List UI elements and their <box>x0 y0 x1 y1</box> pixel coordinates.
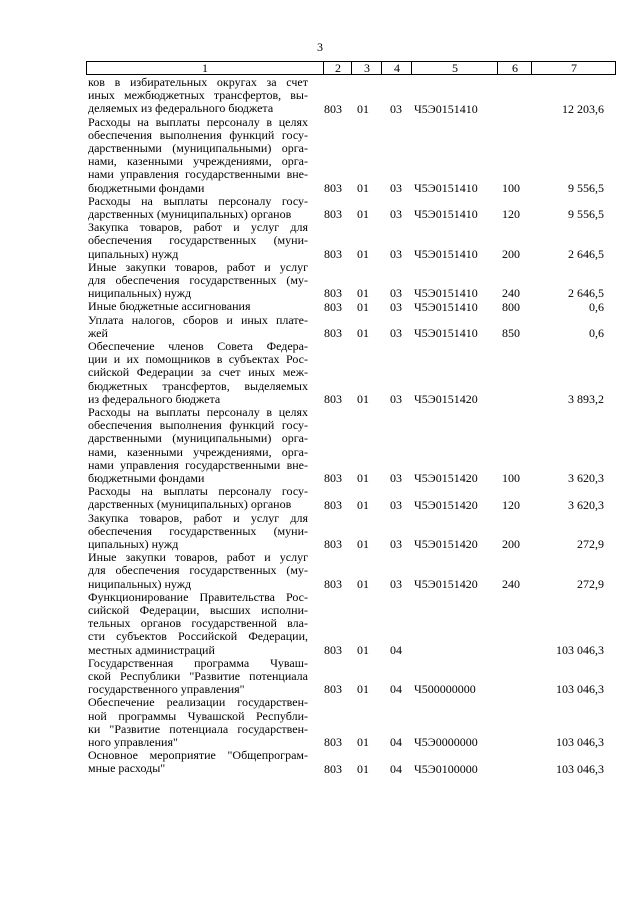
description-line: ниципальных) нужд <box>88 287 192 301</box>
table-row <box>0 406 640 485</box>
description-line: иных межбюджетных трансфертов, вы- <box>88 89 308 103</box>
description-line: из федерального бюджета <box>88 392 221 406</box>
cell-c2: 803 <box>324 392 342 406</box>
cell-c5: Ч5Э0000000 <box>414 735 478 750</box>
cell-c2: 803 <box>324 286 342 301</box>
table-header <box>86 61 616 75</box>
description-line: Расходы на выплаты персоналу госу- <box>88 485 308 499</box>
cell-c4: 03 <box>390 576 402 591</box>
cell-c7: 0,6 <box>589 325 604 340</box>
cell-c3: 01 <box>357 576 369 591</box>
description-line: Иные бюджетные ассигнования <box>88 300 251 314</box>
cell-c2: 803 <box>324 207 342 222</box>
cell-c7: 3 620,3 <box>568 497 604 512</box>
description-line: Закупка товаров, работ и услуг для <box>88 511 308 525</box>
description-line: Иные закупки товаров, работ и услуг <box>88 551 308 565</box>
row-description <box>88 512 308 552</box>
table-row <box>0 314 640 340</box>
header-col-2: 2 <box>323 62 352 74</box>
header-col-1: 1 <box>202 61 208 75</box>
description-line: сийской Федерации за счет иных меж- <box>88 366 308 380</box>
cell-c5: Ч5Э0151420 <box>414 497 478 512</box>
cell-c5: Ч5Э0151410 <box>414 207 478 222</box>
description-line: мные расходы" <box>88 762 166 776</box>
cell-c6: 800 <box>502 299 520 314</box>
cell-c4: 03 <box>390 471 402 486</box>
cell-c4: 03 <box>390 299 402 314</box>
row-description <box>88 261 308 301</box>
description-line: ного управления" <box>88 735 178 749</box>
header-col-6: 6 <box>497 62 532 74</box>
description-line: ков в избирательных округах за счет <box>88 76 308 89</box>
description-line: нами, казенными учреждениями, орга- <box>88 445 308 459</box>
description-line: Иные закупки товаров, работ и услуг <box>88 260 308 274</box>
description-line: Уплата налогов, сборов и иных плате- <box>88 313 308 327</box>
cell-c5: Ч5Э0151410 <box>414 101 478 116</box>
cell-c7: 12 203,6 <box>562 101 604 116</box>
header-col-4: 4 <box>381 62 412 74</box>
description-line: сийской Федерации, высших исполни- <box>88 603 308 617</box>
description-line: нами управления государственными вне- <box>88 168 308 182</box>
cell-c4: 03 <box>390 101 402 116</box>
table-row <box>0 300 640 313</box>
cell-c3: 01 <box>357 537 369 552</box>
cell-c2: 803 <box>324 576 342 591</box>
cell-c3: 01 <box>357 180 369 195</box>
cell-c7: 103 046,3 <box>556 761 604 776</box>
cell-c4: 03 <box>390 207 402 222</box>
cell-c2: 803 <box>324 537 342 552</box>
cell-c5: Ч5Э0151420 <box>414 471 478 486</box>
table-row <box>0 551 640 591</box>
header-col-7: 7 <box>531 62 616 74</box>
description-line: обеспечения выполнения функций госу- <box>88 128 308 142</box>
description-line: Государственная программа Чуваш- <box>88 656 308 670</box>
description-line: Обеспечение реализации государствен- <box>88 696 308 710</box>
cell-c6: 100 <box>502 471 520 486</box>
row-description <box>88 195 308 221</box>
cell-c4: 04 <box>390 735 402 750</box>
description-line: Функционирование Правительства Рос- <box>88 590 308 604</box>
cell-c2: 803 <box>324 761 342 776</box>
cell-c7: 272,9 <box>577 576 604 591</box>
row-description <box>88 551 308 591</box>
row-description <box>88 485 308 511</box>
cell-c7: 3 893,2 <box>568 392 604 406</box>
description-line: нами, казенными учреждениями, орга- <box>88 155 308 169</box>
cell-c5: Ч5Э0151420 <box>414 392 478 406</box>
cell-c5: Ч500000000 <box>414 682 476 697</box>
cell-c5: Ч5Э0151420 <box>414 537 478 552</box>
cell-c3: 01 <box>357 392 369 406</box>
description-line: для обеспечения государственных (му- <box>88 273 308 287</box>
description-line: тельных органов государственной вла- <box>88 617 308 631</box>
cell-c3: 01 <box>357 642 369 657</box>
row-description <box>88 340 308 406</box>
cell-c5: Ч5Э0151410 <box>414 299 478 314</box>
cell-c2: 803 <box>324 735 342 750</box>
description-line: Расходы на выплаты персоналу в целях <box>88 406 308 419</box>
cell-c3: 01 <box>357 207 369 222</box>
row-description <box>88 696 308 749</box>
description-line: сти субъектов Российской Федерации, <box>88 630 308 644</box>
description-line: для обеспечения государственных (му- <box>88 564 308 578</box>
cell-c4: 03 <box>390 392 402 406</box>
description-line: ниципальных) нужд <box>88 577 192 591</box>
cell-c3: 01 <box>357 471 369 486</box>
cell-c6: 850 <box>502 325 520 340</box>
cell-c7: 0,6 <box>589 299 604 314</box>
description-line: местных администраций <box>88 643 215 657</box>
cell-c7: 272,9 <box>577 537 604 552</box>
cell-c4: 03 <box>390 286 402 301</box>
cell-c5: Ч5Э0151410 <box>414 180 478 195</box>
cell-c4: 03 <box>390 537 402 552</box>
description-line: Расходы на выплаты персоналу в целях <box>88 115 308 129</box>
cell-c6: 100 <box>502 180 520 195</box>
cell-c3: 01 <box>357 497 369 512</box>
row-description <box>88 749 308 775</box>
table-row <box>0 195 640 221</box>
cell-c4: 03 <box>390 325 402 340</box>
cell-c6: 240 <box>502 576 520 591</box>
cell-c5: Ч5Э0151410 <box>414 325 478 340</box>
description-line: обеспечения государственных (муни- <box>88 524 308 538</box>
row-description <box>88 657 308 697</box>
description-line: ципальных) нужд <box>88 247 179 261</box>
cell-c7: 2 646,5 <box>568 286 604 301</box>
cell-c6: 240 <box>502 286 520 301</box>
description-line: бюджетных трансфертов, выделяемых <box>88 379 308 393</box>
cell-c3: 01 <box>357 325 369 340</box>
row-description <box>88 300 308 313</box>
cell-c5: Ч5Э0100000 <box>414 761 478 776</box>
cell-c5: Ч5Э0151410 <box>414 246 478 261</box>
description-line: ки "Развитие потенциала государствен- <box>88 722 308 736</box>
cell-c6: 120 <box>502 207 520 222</box>
description-line: ской Республики "Развитие потенциала <box>88 669 308 683</box>
cell-c5: Ч5Э0151420 <box>414 576 478 591</box>
header-col-3: 3 <box>351 62 382 74</box>
cell-c7: 103 046,3 <box>556 642 604 657</box>
cell-c4: 04 <box>390 642 402 657</box>
table-row <box>0 485 640 511</box>
table-row <box>0 116 640 195</box>
description-line: Обеспечение членов Совета Федера- <box>88 340 308 353</box>
description-line: дарственными (муниципальными) орга- <box>88 141 308 155</box>
description-line: нами управления государственными вне- <box>88 458 308 472</box>
table-row <box>0 657 640 697</box>
description-line: обеспечения выполнения функций госу- <box>88 419 308 433</box>
cell-c4: 03 <box>390 180 402 195</box>
description-line: ции и их помощников в субъектах Рос- <box>88 353 308 367</box>
description-line: бюджетными фондами <box>88 471 205 485</box>
description-line: дарственными (муниципальными) орга- <box>88 432 308 446</box>
cell-c3: 01 <box>357 101 369 116</box>
cell-c4: 03 <box>390 497 402 512</box>
cell-c2: 803 <box>324 497 342 512</box>
description-line: государственного управления" <box>88 683 245 697</box>
cell-c2: 803 <box>324 246 342 261</box>
cell-c6: 200 <box>502 246 520 261</box>
cell-c4: 04 <box>390 682 402 697</box>
table-row <box>0 340 640 406</box>
cell-c3: 01 <box>357 682 369 697</box>
cell-c7: 2 646,5 <box>568 246 604 261</box>
row-description <box>88 76 308 116</box>
cell-c6: 200 <box>502 537 520 552</box>
description-line: бюджетными фондами <box>88 181 205 195</box>
cell-c7: 9 556,5 <box>568 207 604 222</box>
cell-c7: 103 046,3 <box>556 735 604 750</box>
table-row <box>0 261 640 301</box>
description-line: Закупка товаров, работ и услуг для <box>88 221 308 235</box>
table-row <box>0 76 640 116</box>
row-description <box>88 314 308 340</box>
row-description <box>88 221 308 261</box>
cell-c2: 803 <box>324 682 342 697</box>
cell-c6: 120 <box>502 497 520 512</box>
description-line: деляемых из федерального бюджета <box>88 102 274 116</box>
description-line: ной программы Чувашской Республи- <box>88 709 308 723</box>
description-line: Основное мероприятие "Общепрограм- <box>88 749 308 763</box>
cell-c3: 01 <box>357 246 369 261</box>
cell-c7: 103 046,3 <box>556 682 604 697</box>
cell-c3: 01 <box>357 299 369 314</box>
description-line: Расходы на выплаты персоналу госу- <box>88 194 308 208</box>
description-line: дарственных (муниципальных) органов <box>88 498 292 512</box>
page-number: 3 <box>317 40 323 54</box>
table-row <box>0 512 640 552</box>
cell-c4: 03 <box>390 246 402 261</box>
cell-c3: 01 <box>357 761 369 776</box>
row-description <box>88 591 308 657</box>
cell-c3: 01 <box>357 735 369 750</box>
description-line: ципальных) нужд <box>88 537 179 551</box>
cell-c7: 3 620,3 <box>568 471 604 486</box>
table-row <box>0 591 640 657</box>
cell-c2: 803 <box>324 180 342 195</box>
description-line: обеспечения государственных (муни- <box>88 234 308 248</box>
cell-c2: 803 <box>324 325 342 340</box>
cell-c2: 803 <box>324 299 342 314</box>
cell-c2: 803 <box>324 642 342 657</box>
cell-c3: 01 <box>357 286 369 301</box>
cell-c7: 9 556,5 <box>568 180 604 195</box>
row-description <box>88 116 308 195</box>
header-col-5: 5 <box>411 62 498 74</box>
table-row <box>0 749 640 775</box>
row-description <box>88 406 308 485</box>
description-line: жей <box>88 326 108 340</box>
description-line: дарственных (муниципальных) органов <box>88 207 292 221</box>
cell-c4: 04 <box>390 761 402 776</box>
cell-c2: 803 <box>324 471 342 486</box>
cell-c2: 803 <box>324 101 342 116</box>
table-row <box>0 221 640 261</box>
cell-c5: Ч5Э0151410 <box>414 286 478 301</box>
table-row <box>0 696 640 749</box>
